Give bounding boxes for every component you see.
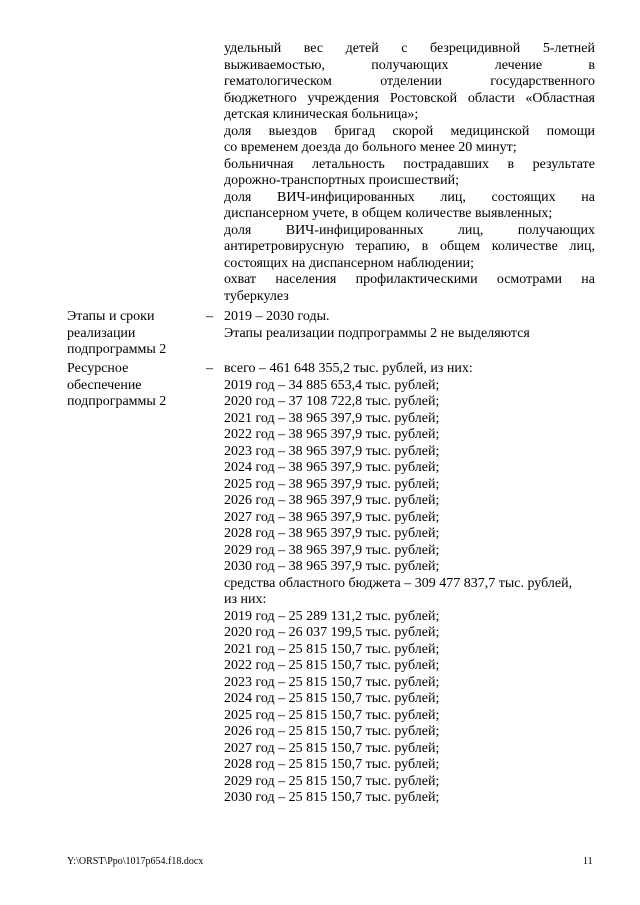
funding-line: из них: — [224, 592, 267, 607]
resources-dash: – — [206, 361, 213, 376]
funding-line: всего – 461 648 355,2 тыс. рублей, из них: — [224, 361, 473, 376]
indicator-line: больничная летальность пострадавших в результате — [224, 156, 595, 172]
stages-dash: – — [206, 309, 213, 324]
indicator-line: бюджетного учреждения Ростовской области «Областная — [224, 90, 595, 106]
resources-label — [67, 361, 202, 411]
indicator-line: доля выездов бригад скорой медицинской помощи — [224, 123, 595, 139]
footer-page-number: 11 — [583, 856, 593, 867]
indicator-line: выживаемостью, получающих лечение в — [224, 57, 595, 73]
value-line: Этапы реализации подпрограммы 2 не выделяются — [224, 325, 530, 341]
resources-values — [224, 361, 595, 807]
stages-values — [224, 309, 595, 342]
indicator-line: со временем доезда до больного менее 20 минут; — [224, 140, 517, 155]
label-line: реализации — [67, 325, 136, 341]
label-line: Этапы и сроки — [67, 309, 155, 324]
funding-line: 2020 год – 37 108 722,8 тыс. рублей; — [224, 394, 440, 409]
funding-line: 2026 год – 38 965 397,9 тыс. рублей; — [224, 493, 440, 508]
funding-line: 2022 год – 25 815 150,7 тыс. рублей; — [224, 658, 440, 673]
funding-line: 2025 год – 38 965 397,9 тыс. рублей; — [224, 476, 440, 492]
funding-line: 2029 год – 38 965 397,9 тыс. рублей; — [224, 542, 440, 558]
funding-line: 2023 год – 38 965 397,9 тыс. рублей; — [224, 443, 440, 459]
funding-line: 2028 год – 25 815 150,7 тыс. рублей; — [224, 757, 440, 772]
indicator-line: охват населения профилактическими осмотрами на — [224, 272, 595, 287]
funding-line: 2030 год – 25 815 150,7 тыс. рублей; — [224, 790, 440, 805]
funding-line: 2024 год – 25 815 150,7 тыс. рублей; — [224, 691, 440, 706]
funding-line: 2021 год – 38 965 397,9 тыс. рублей; — [224, 410, 440, 426]
funding-line: 2025 год – 25 815 150,7 тыс. рублей; — [224, 707, 440, 723]
indicator-line: диспансерном учете, в общем количестве выявленных; — [224, 206, 553, 221]
funding-line: 2030 год – 38 965 397,9 тыс. рублей; — [224, 559, 440, 574]
label-line: обеспечение — [67, 377, 142, 393]
label-line: Ресурсное — [67, 361, 129, 376]
footer-file-path: Y:\ORST\Ppo\1017p654.f18.docx — [67, 856, 204, 867]
funding-line: 2020 год – 26 037 199,5 тыс. рублей; — [224, 625, 440, 640]
label-line: подпрограммы 2 — [67, 342, 167, 357]
funding-line: 2019 год – 34 885 653,4 тыс. рублей; — [224, 377, 440, 393]
indicator-line: гематологическом отделении государственного — [224, 74, 595, 89]
funding-line: 2024 год – 38 965 397,9 тыс. рублей; — [224, 460, 440, 475]
indicator-line: удельный вес детей с безрецидивной 5-летней — [224, 41, 595, 56]
funding-line: 2022 год – 38 965 397,9 тыс. рублей; — [224, 427, 440, 442]
funding-line: 2027 год – 25 815 150,7 тыс. рублей; — [224, 740, 440, 756]
indicator-line: доля ВИЧ-инфицированных лиц, состоящих на — [224, 189, 595, 205]
stages-label — [67, 309, 202, 359]
funding-line: 2023 год – 25 815 150,7 тыс. рублей; — [224, 674, 440, 690]
value-line: 2019 – 2030 годы. — [224, 309, 330, 324]
indicator-line: антиретровирусную терапию, в общем количестве лиц, — [224, 239, 595, 254]
indicator-line: состоящих на диспансерном наблюдении; — [224, 255, 474, 271]
indicator-line: детская клиническая больница»; — [224, 107, 419, 122]
funding-line: 2021 год – 25 815 150,7 тыс. рублей; — [224, 641, 440, 657]
funding-line: 2028 год – 38 965 397,9 тыс. рублей; — [224, 526, 440, 541]
indicator-line: туберкулез — [224, 288, 289, 304]
indicator-line: доля ВИЧ-инфицированных лиц, получающих — [224, 222, 595, 238]
funding-line: 2019 год – 25 289 131,2 тыс. рублей; — [224, 608, 440, 624]
funding-line: 2027 год – 38 965 397,9 тыс. рублей; — [224, 509, 440, 525]
label-line: подпрограммы 2 — [67, 394, 167, 409]
indicators-list — [224, 41, 595, 305]
funding-line: 2026 год – 25 815 150,7 тыс. рублей; — [224, 724, 440, 739]
funding-line: 2029 год – 25 815 150,7 тыс. рублей; — [224, 773, 440, 789]
indicator-line: дорожно-транспортных происшествий; — [224, 173, 459, 188]
funding-line: средства областного бюджета – 309 477 837,7 тыс. рублей, — [224, 575, 573, 591]
